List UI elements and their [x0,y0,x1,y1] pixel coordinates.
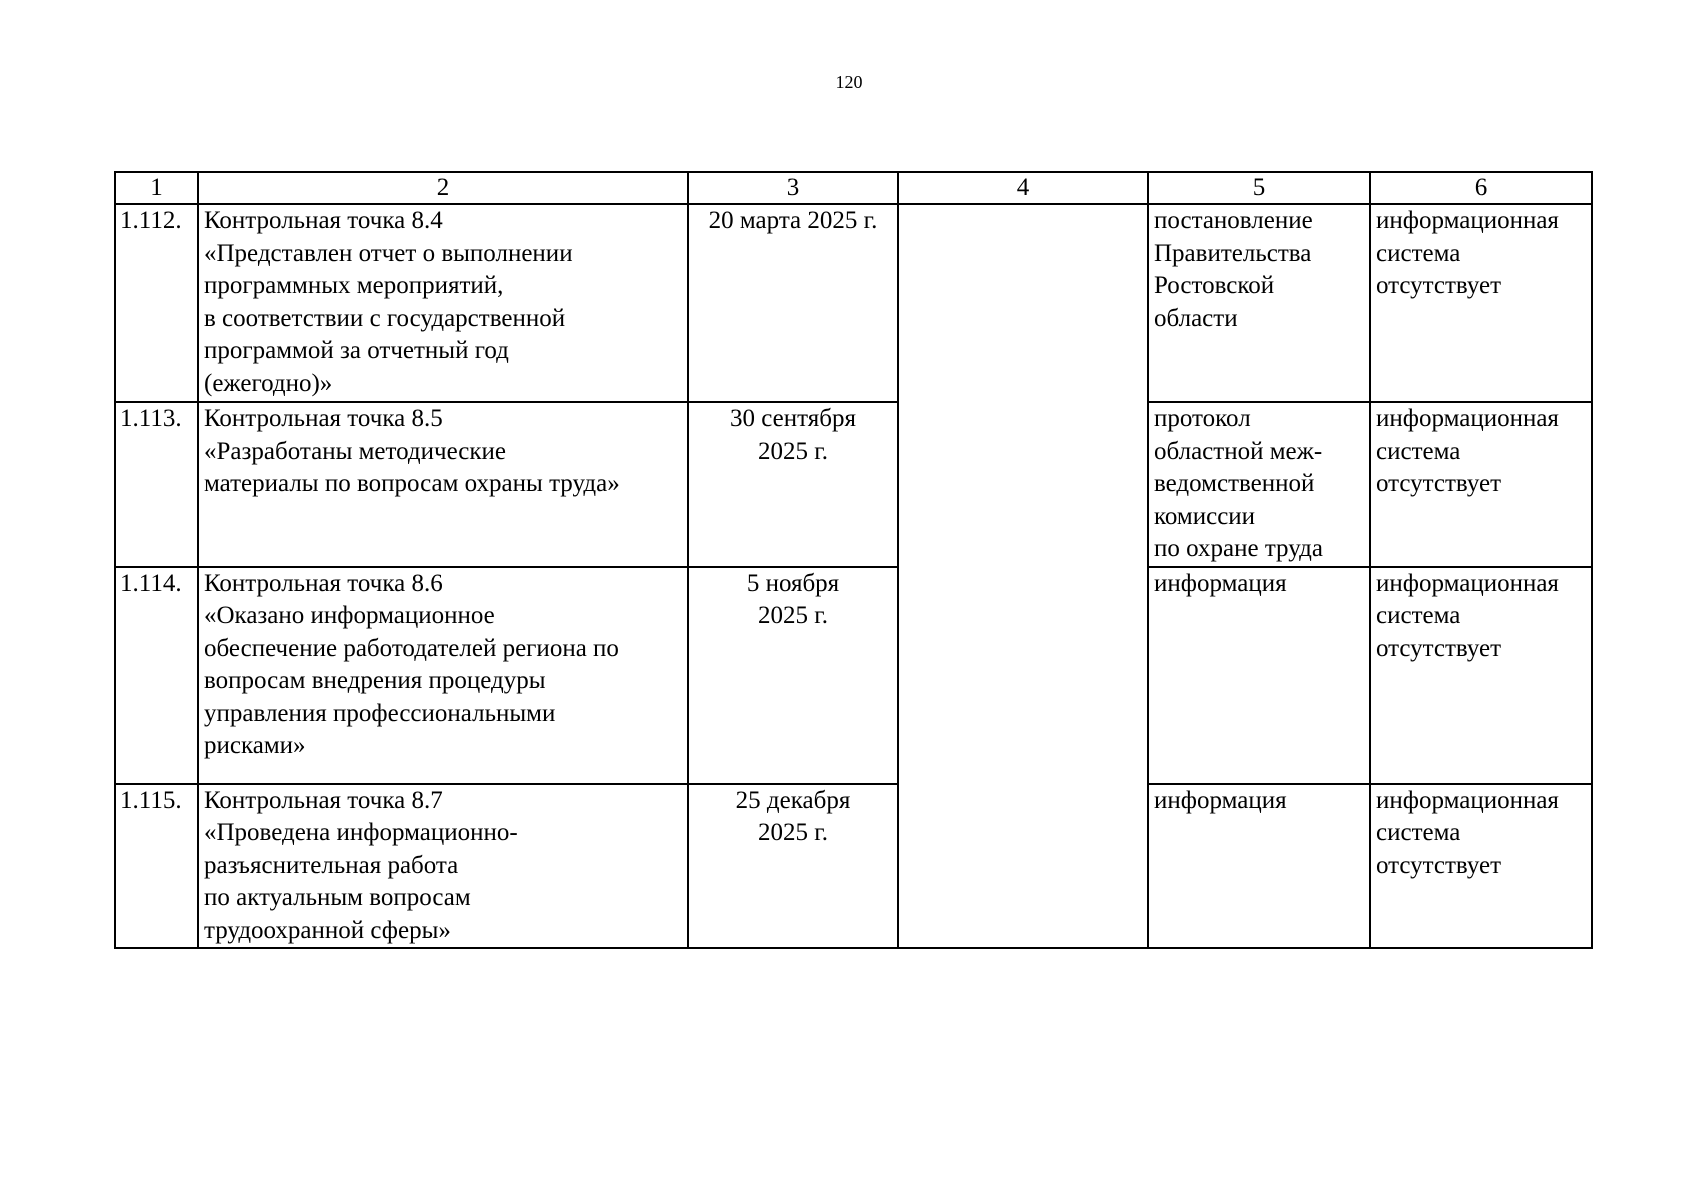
info-system-cell [1370,402,1592,567]
description-line: по актуальным вопросам [204,884,471,911]
column-header: 4 [898,172,1148,204]
info-system-line: отсутствует [1376,851,1502,879]
description-line: «Проведена информационно- [204,819,518,846]
control-point-title: Контрольная точка 8.4 [204,207,443,234]
date-line: 2025 г. [758,819,828,846]
date-line: 25 декабря [735,786,851,814]
info-system-line: система [1376,819,1461,846]
date-cell [688,402,898,567]
info-system-line: система [1376,437,1461,465]
control-point-title: Контрольная точка 8.6 [204,569,443,597]
info-system-cell [1370,567,1592,784]
document-line: постановление [1154,207,1313,234]
info-system-line: отсутствует [1376,470,1502,497]
document-cell [1148,567,1370,784]
description-line: в соответствии с государственной [204,304,566,332]
column-header: 6 [1370,172,1592,204]
info-system-line: информационная [1376,569,1559,597]
info-system-line: отсутствует [1376,272,1502,299]
control-point-cell [198,402,688,567]
date-cell [688,567,898,784]
date-cell [688,204,898,402]
page-number: 120 [835,72,863,92]
description-line: трудоохранной сферы» [204,916,451,944]
document-line: комиссии [1154,502,1256,530]
description-line: управления профессиональными [204,699,556,727]
date-line: 20 марта 2025 г. [708,207,878,234]
info-system-cell [1370,204,1592,402]
table-row [115,784,1592,949]
date-cell [688,784,898,949]
date-line: 30 сентября [730,405,856,432]
table-row [115,204,1592,402]
date-line: 5 ноября [746,569,840,597]
row-number: 1.114. [115,567,198,784]
control-points-table [114,171,1593,949]
document-line: информация [1154,786,1287,814]
info-system-line: информационная [1376,786,1559,814]
description-line: вопросам внедрения процедуры [204,667,546,694]
description-line: (ежегодно)» [204,369,333,397]
info-system-line: отсутствует [1376,634,1502,662]
document-line: области [1154,304,1238,332]
row-number: 1.115. [115,784,198,949]
description-line: разъяснительная работа [204,851,459,879]
column-header: 5 [1148,172,1370,204]
description-line: программных мероприятий, [204,272,504,299]
control-point-cell [198,567,688,784]
table-header-row [115,172,1592,204]
description-line: обеспечение работодателей региона по [204,634,619,662]
info-system-line: система [1376,602,1461,629]
control-point-cell [198,784,688,949]
document-cell [1148,204,1370,402]
column-header: 3 [688,172,898,204]
date-line: 2025 г. [758,437,828,465]
document-line: Правительства [1154,239,1312,267]
document-line: Ростовской [1154,272,1275,299]
description-line: «Оказано информационное [204,602,495,629]
document-cell [1148,402,1370,567]
table-row [115,567,1592,784]
column-header: 2 [198,172,688,204]
control-point-title: Контрольная точка 8.7 [204,786,443,814]
row-number: 1.113. [115,402,198,567]
control-point-cell [198,204,688,402]
info-system-line: система [1376,239,1461,267]
document-line: ведомственной [1154,470,1315,497]
description-line: материалы по вопросам охраны труда» [204,470,620,497]
info-system-line: информационная [1376,207,1559,234]
description-line: «Представлен отчет о выполнении [204,239,573,267]
document-line: протокол [1154,405,1251,432]
info-system-line: информационная [1376,405,1559,432]
column-header: 1 [115,172,198,204]
date-line: 2025 г. [758,602,828,629]
description-line: рисками» [204,732,306,759]
description-line: «Разработаны методические [204,437,507,465]
document-line: областной меж- [1154,437,1323,465]
row-number: 1.112. [115,204,198,402]
description-line: программой за отчетный год [204,337,509,364]
column-4-merged-cell [898,204,1148,948]
document-cell [1148,784,1370,949]
control-point-title: Контрольная точка 8.5 [204,405,443,432]
document-line: информация [1154,569,1287,597]
table-row [115,402,1592,567]
document-line: по охране труда [1154,535,1323,562]
info-system-cell [1370,784,1592,949]
